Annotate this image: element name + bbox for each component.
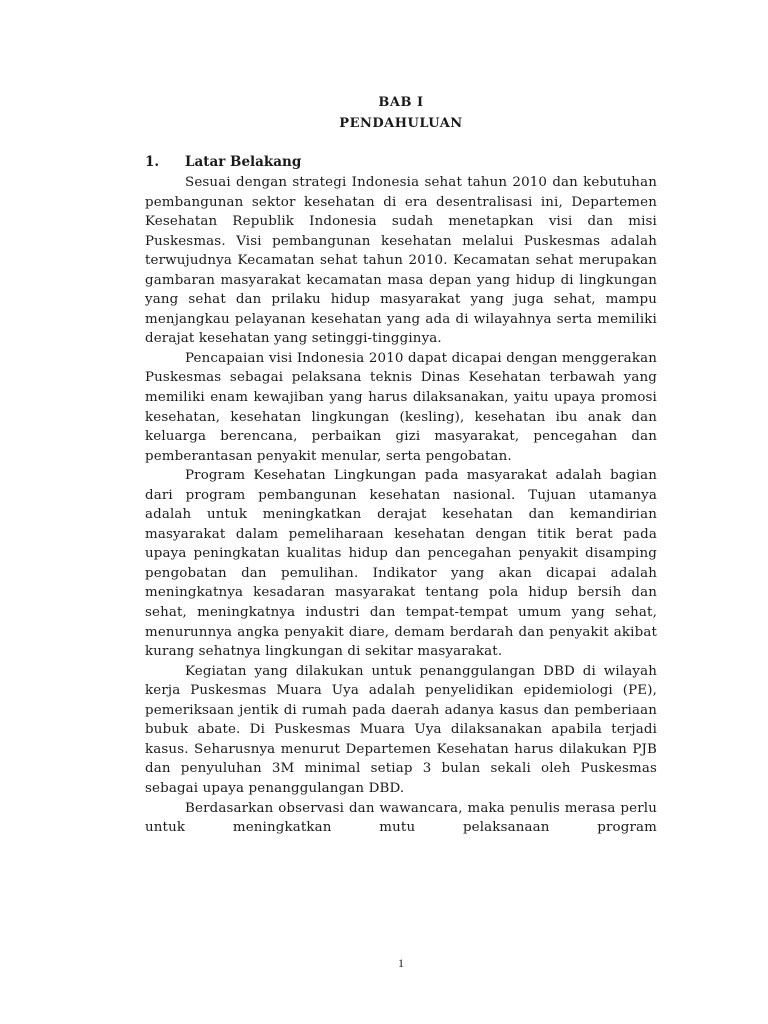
paragraph-4: Kegiatan yang dilakukan untuk penanggulangan DBD di wilayah kerja Puskesmas Muara Uya adalah penyelidikan epidemiologi (PE), pemeriksaan jentik di rumah pada daerah adanya kasus dan pemberiaan bubuk abate. Di Puskesmas Muara Uya dilaksanakan apabila terjadi kasus. Seharusnya menurut Departemen Kesehatan harus dilakukan PJB dan penyuluhan 3M minimal setiap 3 bulan sekali oleh Puskesmas sebagai upaya penanggulangan DBD. (145, 663, 657, 796)
section-heading (145, 154, 301, 170)
paragraph-3: Program Kesehatan Lingkungan pada masyarakat adalah bagian dari program pembangunan kesehatan nasional. Tujuan utamanya adalah untuk meningkatkan derajat kesehatan dan kemandirian masyarakat dalam pemeliharaan kesehatan dengan titik berat pada upaya peningkatan kualitas hidup dan pencegahan penyakit disamping pengobatan dan pemulihan. Indikator yang akan dicapai adalah meningkatnya kesadaran masyarakat tentang pola hidup bersih dan sehat, meningkatnya industri dan tempat-tempat umum yang sehat, menurunnya angka penyakit diare, demam berdarah dan penyakit akibat kurang sehatnya lingkungan di sekitar masyarakat. (145, 468, 657, 660)
chapter-heading: BAB I (378, 95, 424, 110)
section-number: 1. (145, 154, 160, 170)
page-number: 1 (398, 956, 404, 970)
paragraph-1: Sesuai dengan strategi Indonesia sehat tahun 2010 dan kebutuhan pembangunan sektor kesehatan di era desentralisasi ini, Departemen Kesehatan Republik Indonesia sudah menetapkan visi dan misi Puskesmas. Visi pembangunan kesehatan melalui Puskesmas adalah terwujudnya Kecamatan sehat tahun 2010. Kecamatan sehat merupakan gambaran masyarakat kecamatan masa depan yang hidup di lingkungan yang sehat dan prilaku hidup masyarakat yang juga sehat, mampu menjangkau pelayanan kesehatan yang ada di wilayahnya serta memiliki derajat kesehatan yang setinggi-tingginya. (145, 175, 657, 347)
body-text (145, 173, 657, 838)
section-title: Latar Belakang (185, 154, 302, 170)
chapter-title: PENDAHULUAN (339, 116, 463, 131)
paragraph-5: Berdasarkan observasi dan wawancara, maka penulis merasa perlu untuk meningkatkan mutu pelaksanaan program (145, 800, 657, 836)
paragraph-2: Pencapaian visi Indonesia 2010 dapat dicapai dengan menggerakan Puskesmas sebagai pelaksana teknis Dinas Kesehatan terbawah yang memiliki enam kewajiban yang harus dilaksanakan, yaitu upaya promosi kesehatan, kesehatan lingkungan (kesling), kesehatan ibu anak dan keluarga berencana, perbaikan gizi masyarakat, pencegahan dan pemberantasan penyakit menular, serta pengobatan. (145, 350, 657, 464)
